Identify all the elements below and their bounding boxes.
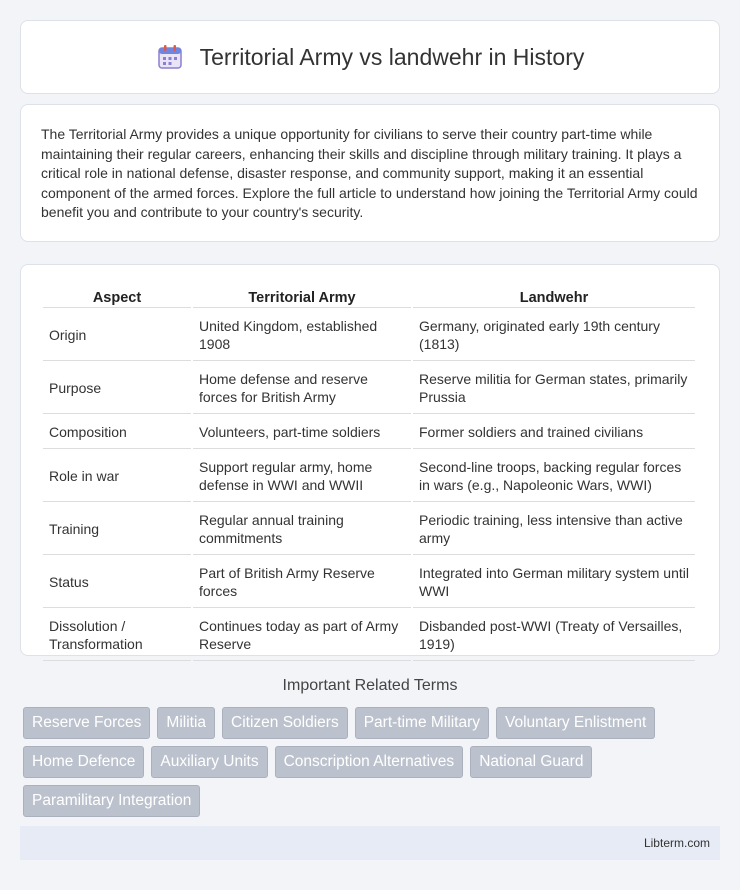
tag-auxiliary-units[interactable]: Auxiliary Units [151,746,267,778]
cell-landwehr: Integrated into German military system until WWI [413,557,695,608]
tag-paramilitary-integration[interactable]: Paramilitary Integration [23,785,200,817]
cell-territorial-army: United Kingdom, established 1908 [193,310,411,361]
cell-territorial-army: Support regular army, home defense in WWI and WWII [193,451,411,502]
tag-reserve-forces[interactable]: Reserve Forces [23,707,150,739]
header-landwehr: Landwehr [413,287,695,308]
header-territorial-army: Territorial Army [193,287,411,308]
related-terms-title: Important Related Terms [282,677,458,694]
cell-territorial-army: Continues today as part of Army Reserve [193,610,411,661]
cell-landwehr: Former soldiers and trained civilians [413,416,695,449]
table-header-row [43,287,695,308]
table-row [43,557,695,608]
cell-landwehr: Disbanded post-WWI (Treaty of Versailles, 1919) [413,610,695,661]
cell-aspect: Training [43,504,191,555]
cell-landwehr: Germany, originated early 19th century (1813) [413,310,695,361]
header-card [20,20,720,94]
tag-national-guard[interactable]: National Guard [470,746,592,778]
comparison-card [20,264,720,656]
table-row [43,310,695,361]
table-row [43,610,695,661]
header-aspect: Aspect [43,287,191,308]
cell-territorial-army: Home defense and reserve forces for British Army [193,363,411,414]
footer-site-link[interactable]: Libterm.com [643,836,710,850]
related-terms-list [23,707,717,817]
table-row [43,504,695,555]
tag-voluntary-enlistment[interactable]: Voluntary Enlistment [496,707,655,739]
page-title: Territorial Army vs landwehr in History [199,43,585,70]
table-row [43,416,695,449]
cell-aspect: Purpose [43,363,191,414]
cell-territorial-army: Part of British Army Reserve forces [193,557,411,608]
tag-home-defence[interactable]: Home Defence [23,746,144,778]
comparison-table [41,285,697,663]
tag-conscription-alternatives[interactable]: Conscription Alternatives [275,746,464,778]
tag-part-time-military[interactable]: Part-time Military [355,707,489,739]
intro-card [20,104,720,242]
cell-aspect: Status [43,557,191,608]
table-row [43,363,695,414]
cell-territorial-army: Volunteers, part-time soldiers [193,416,411,449]
cell-landwehr: Reserve militia for German states, primarily Prussia [413,363,695,414]
footer [20,826,720,860]
cell-aspect: Dissolution / Transformation [43,610,191,661]
cell-landwehr: Second-line troops, backing regular forces in wars (e.g., Napoleonic Wars, WWI) [413,451,695,502]
cell-territorial-army: Regular annual training commitments [193,504,411,555]
tag-militia[interactable]: Militia [157,707,215,739]
calendar-icon [156,43,184,71]
cell-aspect: Origin [43,310,191,361]
cell-aspect: Role in war [43,451,191,502]
cell-landwehr: Periodic training, less intensive than active army [413,504,695,555]
table-row [43,451,695,502]
tag-citizen-soldiers[interactable]: Citizen Soldiers [222,707,348,739]
intro-text: The Territorial Army provides a unique opportunity for civilians to serve their country part-time while maintaining their regular careers, enhancing their skills and discipline through military training. It plays a critical role in national defense, disaster response, and community support, making it an essential component of the armed forces. Explore the full article to understand how joining the Territorial Army could benefit you and contribute to your country's security. [41,126,698,220]
cell-aspect: Composition [43,416,191,449]
